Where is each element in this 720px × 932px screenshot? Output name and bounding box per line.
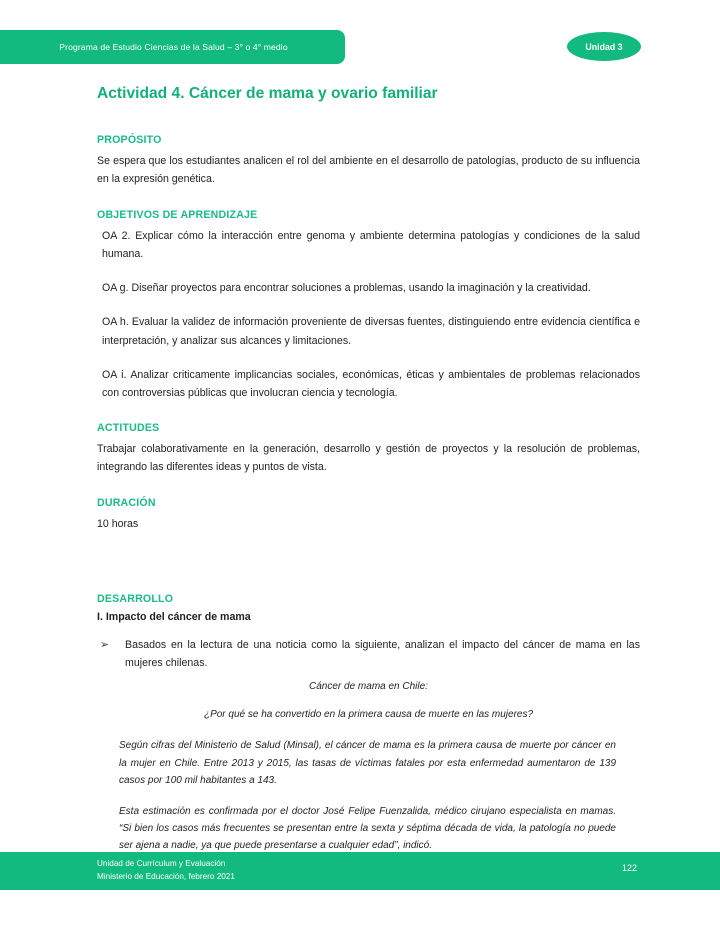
section-label-proposito: PROPÓSITO (97, 134, 162, 147)
program-banner (0, 30, 345, 64)
page-title: Actividad 4. Cáncer de mama y ovario familiar (97, 85, 438, 102)
objetivo-item: OA 2. Explicar cómo la interacción entre genoma y ambiente determina patologías y condiciones de la salud humana. (102, 229, 640, 260)
unit-badge-label: Unidad 3 (585, 41, 623, 52)
document-content (97, 84, 640, 855)
section-label-actitudes: ACTITUDES (97, 422, 160, 435)
program-banner-label: Programa de Estudio Ciencias de la Salud – 3° o 4° medio (59, 42, 288, 52)
news-subheadline: ¿Por qué se ha convertido en la primera causa de muerte en las mujeres? (203, 709, 534, 721)
actitudes-text: Trabajar colaborativamente en la generación, desarrollo y gestión de proyectos y la resolución de problemas, integrando las diferentes ideas y puntos de vista. (97, 443, 640, 474)
unit-badge (567, 32, 641, 61)
news-headline: Cáncer de mama en Chile: (309, 681, 428, 693)
page-footer (0, 852, 720, 890)
page-number: 122 (621, 863, 637, 873)
section-label-duracion: DURACIÓN (97, 496, 156, 509)
footer-line-1: Unidad de Currículum y Evaluación (97, 859, 226, 868)
footer-institution (97, 858, 235, 883)
proposito-text: Se espera que los estudiantes analicen el rol del ambiente en el desarrollo de patologías, producto de su influencia en la expresión genética. (97, 155, 640, 186)
news-paragraph: Según cifras del Ministerio de Salud (Minsal), el cáncer de mama es la primera causa de muerte por cáncer en la mujer en Chile. Entre 2013 y 2015, las tasas de víctimas fatales por esta enfermedad aumentaron de 139 casos por 100 mil habitantes a 143. (119, 740, 616, 787)
objetivo-item: OA h. Evaluar la validez de información proveniente de diversas fuentes, distinguiendo entre evidencia científica e interpretación, y analizar sus alcances y limitaciones. (102, 316, 640, 347)
duracion-text: 10 horas (97, 517, 139, 530)
section-label-desarrollo: DESARROLLO (97, 592, 174, 605)
arrowhead-bullet-icon: ➢ (100, 638, 110, 651)
section-label-objetivos: OBJETIVOS DE APRENDIZAJE (97, 208, 258, 221)
desarrollo-subheading: I. Impacto del cáncer de mama (97, 610, 251, 623)
news-body (119, 737, 616, 854)
objetivo-item: OA i. Analizar criticamente implicancias sociales, económicas, éticas y ambientales de problemas relacionados con controversias públicas que involucran ciencia y tecnología. (102, 368, 640, 400)
objetivo-item: OA g. Diseñar proyectos para encontrar soluciones a problemas, usando la imaginación y la creatividad. (102, 282, 591, 295)
page-header (0, 30, 720, 64)
footer-line-2: Ministerio de Educación, febrero 2021 (97, 871, 235, 881)
list-item (97, 636, 640, 672)
news-paragraph: Esta estimación es confirmada por el doctor José Felipe Fuenzalida, médico cirujano especialista en mamas. “Si bien los casos más frecuentes se presentan entre la sexta y séptima década de vida, la patología no puede ser ajena a nadie, ya que puede presentarse a cualquier edad”, indicó. (119, 805, 616, 852)
list-item-text: Basados en la lectura de una noticia como la siguiente, analizan el impacto del cáncer de mama en las mujeres chilenas. (125, 638, 640, 670)
